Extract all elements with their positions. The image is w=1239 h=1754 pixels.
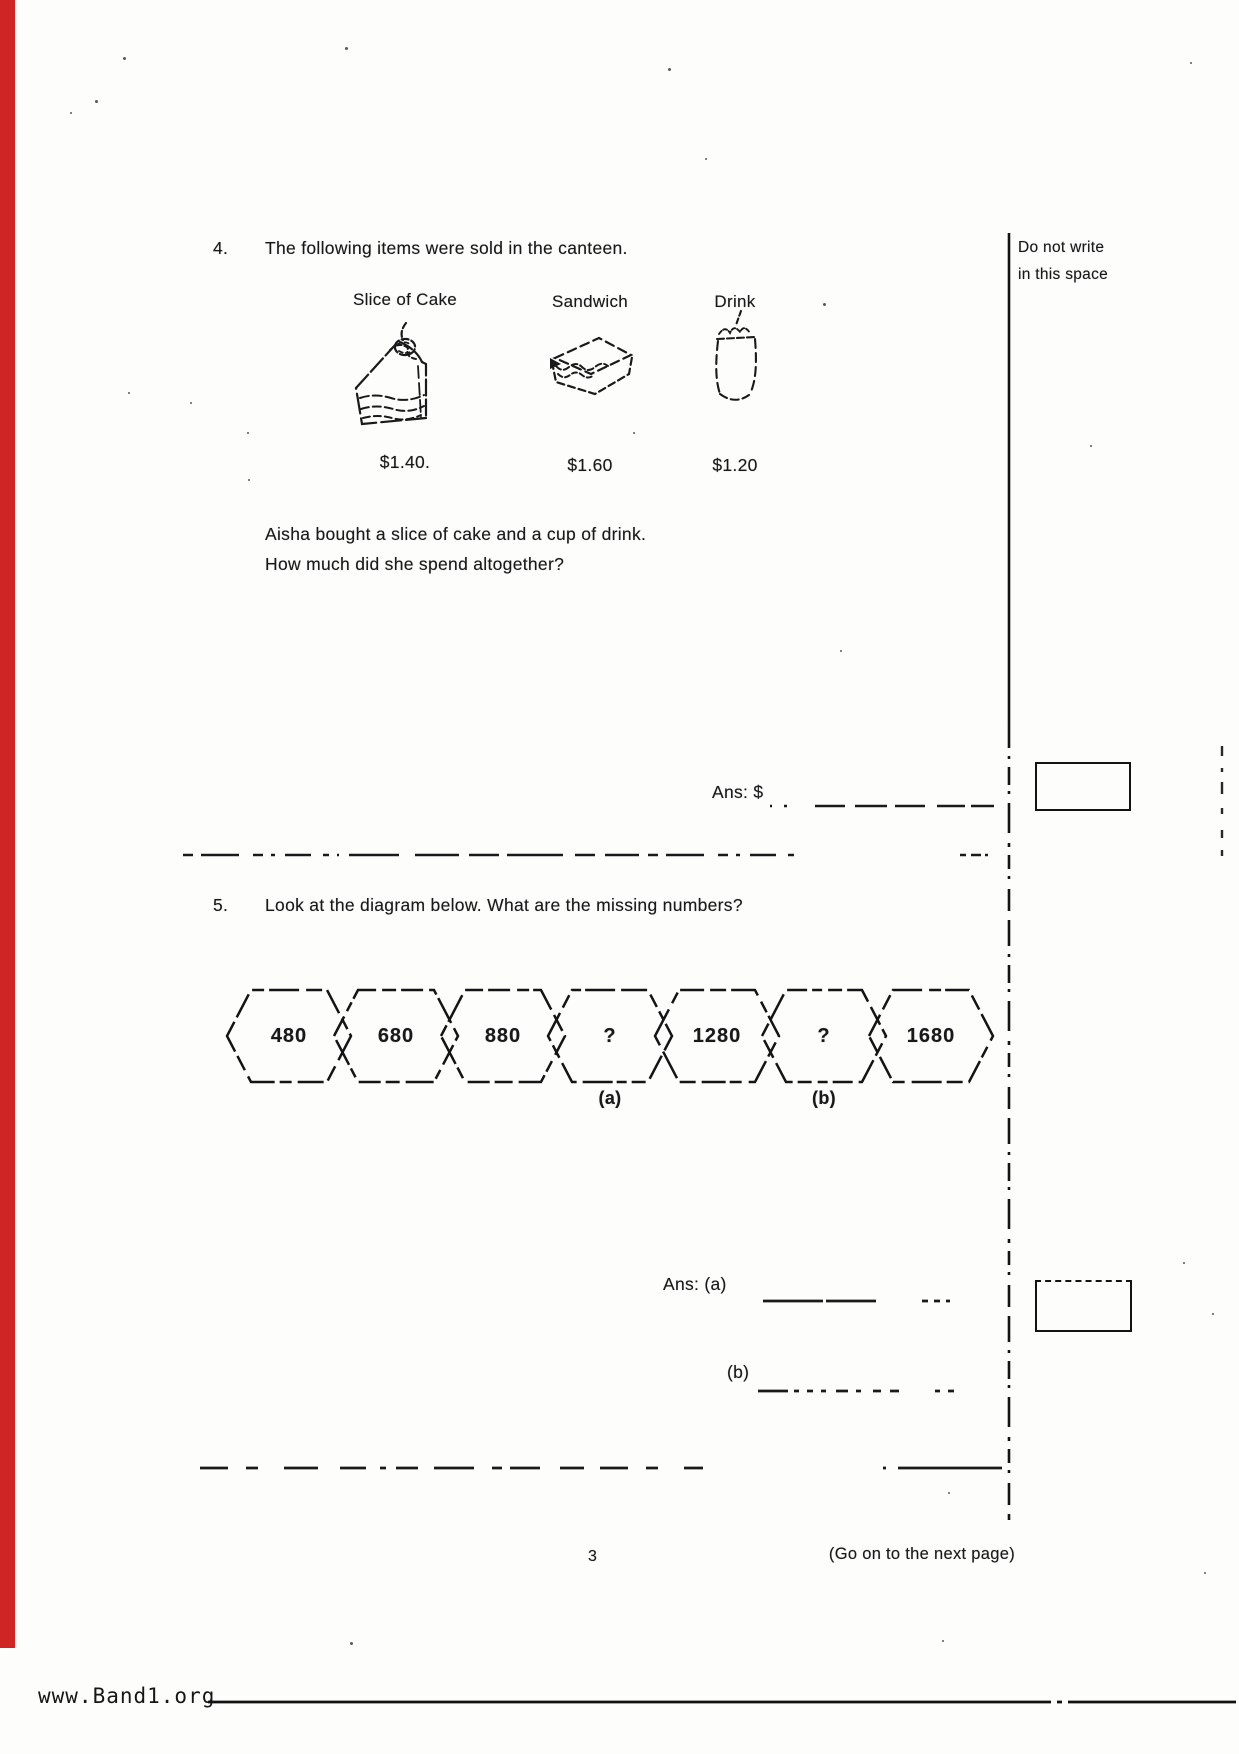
cake-slice-icon <box>338 318 468 440</box>
answer-5a-label: Ans: (a) <box>663 1274 727 1294</box>
continuation-note: (Go on to the next page) <box>828 1545 1015 1563</box>
answer-4-blank <box>768 798 998 810</box>
question-4-number: 4. <box>213 238 229 258</box>
answer-5b-blank <box>755 1382 970 1396</box>
question-5-text: Look at the diagram below. What are the missing numbers? <box>265 895 743 915</box>
question-4-text: The following items were sold in the canteen. <box>265 238 628 258</box>
hexagon-value-7: 1680 <box>906 1025 956 1047</box>
hexagon-label-b: (b) <box>812 1088 836 1108</box>
hexagon-value-1: 480 <box>270 1025 308 1047</box>
price-cake: $1.40. <box>379 452 431 472</box>
margin-note-line-2: in this space <box>1018 266 1109 283</box>
watermark-text: www.Band1.org <box>38 1684 216 1708</box>
hexagon-value-4-missing: ? <box>603 1025 617 1047</box>
sandwich-icon <box>543 328 639 408</box>
answer-5a-blank <box>760 1292 960 1306</box>
marks-box-q4 <box>1035 762 1131 811</box>
price-drink: $1.20 <box>712 455 758 475</box>
answer-4-label: Ans: $ <box>712 782 764 802</box>
item-label-drink: Drink <box>714 292 756 311</box>
page-number: 3 <box>588 1548 598 1565</box>
question-4-body-1: Aisha bought a slice of cake and a cup of drink. <box>265 524 647 544</box>
item-label-sandwich: Sandwich <box>551 292 629 311</box>
hexagon-label-a: (a) <box>598 1088 622 1108</box>
drink-icon <box>705 308 767 408</box>
question-4-body-2: How much did she spend altogether? <box>265 554 565 574</box>
price-sandwich: $1.60 <box>567 455 613 475</box>
margin-note <box>1018 234 1108 288</box>
hexagon-value-2: 680 <box>377 1025 415 1047</box>
question-5-number: 5. <box>213 895 229 915</box>
item-label-cake: Slice of Cake <box>352 290 458 309</box>
margin-rule <box>1004 230 1016 1525</box>
edge-dashes <box>1218 744 1228 859</box>
marks-box-q5 <box>1035 1280 1132 1332</box>
hexagon-value-6-missing: ? <box>817 1025 831 1047</box>
margin-note-line-1: Do not write <box>1018 239 1105 256</box>
question-separator <box>180 849 1000 861</box>
hexagon-value-5: 1280 <box>692 1025 742 1047</box>
left-red-bar <box>0 0 15 1648</box>
answer-5b-label: (b) <box>727 1362 750 1382</box>
hexagon-value-3: 880 <box>484 1025 522 1047</box>
bottom-separator <box>195 1461 1015 1475</box>
watermark-rule <box>205 1697 1239 1707</box>
